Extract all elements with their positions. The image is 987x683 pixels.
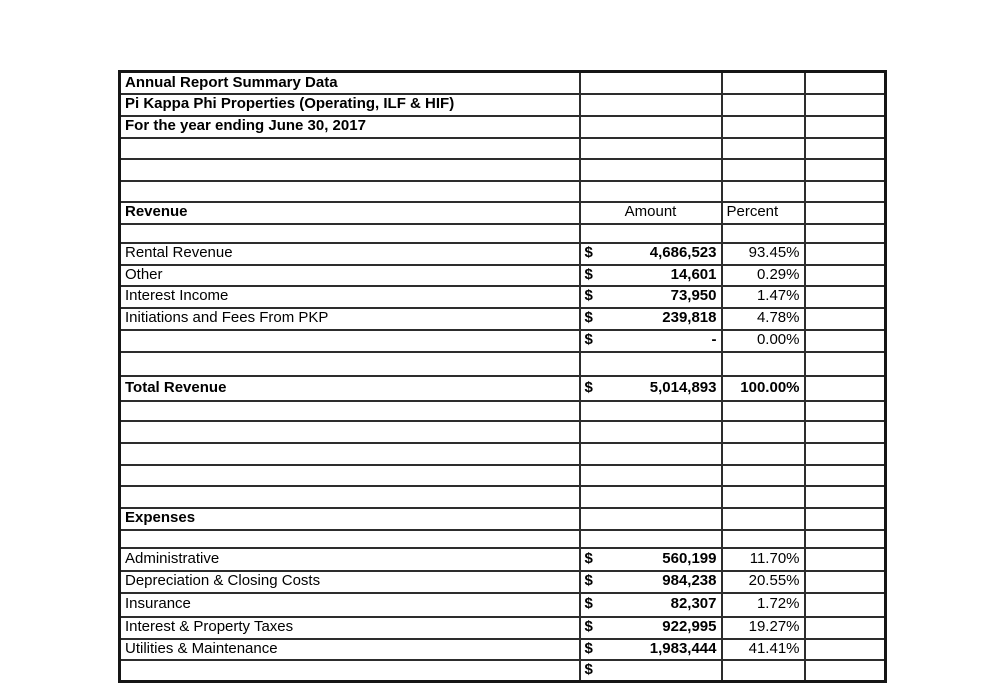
empty-cell — [580, 138, 722, 159]
table-row — [120, 94, 886, 116]
table-row — [120, 308, 886, 330]
amount-header-cell: Amount — [580, 202, 722, 224]
empty-cell — [722, 138, 805, 159]
empty-cell — [120, 530, 580, 548]
report-sheet — [118, 70, 890, 678]
amount-cell — [580, 571, 722, 593]
amount-cell — [580, 639, 722, 660]
empty-cell — [120, 352, 580, 376]
row-label-cell: Utilities & Maintenance — [120, 639, 580, 660]
row-label-cell: Initiations and Fees From PKP — [120, 308, 580, 330]
empty-cell — [580, 224, 722, 243]
table-row — [120, 530, 886, 548]
empty-cell — [722, 181, 805, 202]
empty-cell — [580, 94, 722, 116]
table-row — [120, 486, 886, 508]
empty-cell — [722, 159, 805, 181]
amount-value: 922,995 — [662, 618, 717, 636]
empty-cell — [580, 486, 722, 508]
empty-cell — [722, 486, 805, 508]
percent-value-cell: 4.78% — [722, 308, 805, 330]
empty-cell — [580, 465, 722, 486]
empty-cell — [805, 401, 886, 421]
empty-cell — [722, 352, 805, 376]
report-title-cell: For the year ending June 30, 2017 — [120, 116, 580, 138]
empty-cell — [580, 352, 722, 376]
percent-value-cell: 1.47% — [722, 286, 805, 308]
amount-value: 5,014,893 — [649, 378, 717, 396]
empty-cell — [805, 352, 886, 376]
currency-symbol: $ — [584, 549, 593, 567]
table-row — [120, 508, 886, 530]
percent-value-cell: 41.41% — [722, 639, 805, 660]
empty-cell — [805, 224, 886, 243]
empty-cell — [805, 530, 886, 548]
empty-cell — [805, 660, 886, 682]
currency-symbol: $ — [584, 287, 593, 305]
empty-cell — [805, 376, 886, 401]
percent-value-cell: 0.00% — [722, 330, 805, 352]
amount-value: 82,307 — [670, 595, 717, 613]
section-heading-cell: Expenses — [120, 508, 580, 530]
empty-cell — [120, 421, 580, 443]
empty-cell — [722, 224, 805, 243]
table-row — [120, 571, 886, 593]
row-label-cell: Total Revenue — [120, 376, 580, 401]
empty-cell — [120, 138, 580, 159]
empty-cell — [805, 181, 886, 202]
empty-cell — [805, 330, 886, 352]
amount-cell — [580, 617, 722, 639]
amount-cell — [580, 593, 722, 617]
table-row — [120, 265, 886, 286]
table-row — [120, 660, 886, 682]
empty-cell — [120, 660, 580, 682]
amount-cell — [580, 548, 722, 571]
table-row — [120, 401, 886, 421]
amount-cell — [580, 243, 722, 265]
row-label-cell: Depreciation & Closing Costs — [120, 571, 580, 593]
table-row — [120, 639, 886, 660]
empty-cell — [805, 639, 886, 660]
currency-symbol: $ — [580, 660, 722, 682]
currency-symbol: $ — [584, 639, 593, 657]
percent-value-cell: 1.72% — [722, 593, 805, 617]
empty-cell — [120, 401, 580, 421]
amount-value: 1,983,444 — [649, 639, 717, 657]
empty-cell — [805, 286, 886, 308]
currency-symbol: $ — [584, 309, 593, 327]
table-row — [120, 181, 886, 202]
currency-symbol: $ — [584, 572, 593, 590]
table-row — [120, 593, 886, 617]
percent-value-cell: 0.29% — [722, 265, 805, 286]
empty-cell — [805, 421, 886, 443]
row-label-cell: Interest Income — [120, 286, 580, 308]
report-title-cell: Annual Report Summary Data — [120, 72, 580, 94]
table-row — [120, 465, 886, 486]
empty-cell — [580, 181, 722, 202]
amount-value: 14,601 — [670, 265, 717, 283]
empty-cell — [805, 308, 886, 330]
amount-value: 984,238 — [662, 572, 717, 590]
table-row — [120, 352, 886, 376]
percent-value-cell: 11.70% — [722, 548, 805, 571]
empty-cell — [120, 486, 580, 508]
amount-value: - — [711, 331, 717, 349]
empty-cell — [805, 94, 886, 116]
currency-symbol: $ — [584, 244, 593, 262]
empty-cell — [805, 593, 886, 617]
empty-cell — [580, 421, 722, 443]
table-row — [120, 330, 886, 352]
row-label-cell: Other — [120, 265, 580, 286]
percent-value-cell: 20.55% — [722, 571, 805, 593]
empty-cell — [805, 465, 886, 486]
empty-cell — [722, 465, 805, 486]
row-label-cell — [120, 330, 580, 352]
table-row — [120, 116, 886, 138]
section-heading-cell: Revenue — [120, 202, 580, 224]
percent-header-cell: Percent — [722, 202, 805, 224]
table-row — [120, 159, 886, 181]
empty-cell — [722, 72, 805, 94]
annual-report-table — [118, 70, 887, 683]
currency-symbol: $ — [584, 595, 593, 613]
row-label-cell: Rental Revenue — [120, 243, 580, 265]
empty-cell — [120, 224, 580, 243]
empty-cell — [805, 159, 886, 181]
currency-symbol: $ — [584, 331, 593, 349]
table-row — [120, 421, 886, 443]
amount-cell — [580, 286, 722, 308]
empty-cell — [805, 571, 886, 593]
empty-cell — [805, 617, 886, 639]
empty-cell — [120, 443, 580, 465]
empty-cell — [805, 116, 886, 138]
table-row — [120, 224, 886, 243]
amount-cell — [580, 330, 722, 352]
empty-cell — [805, 265, 886, 286]
empty-cell — [805, 548, 886, 571]
empty-cell — [722, 508, 805, 530]
empty-cell — [722, 401, 805, 421]
table-row — [120, 72, 886, 94]
currency-symbol: $ — [584, 378, 593, 396]
currency-symbol: $ — [584, 618, 593, 636]
empty-cell — [722, 660, 805, 682]
table-row — [120, 376, 886, 401]
amount-cell — [580, 308, 722, 330]
percent-value-cell: 19.27% — [722, 617, 805, 639]
row-label-cell: Insurance — [120, 593, 580, 617]
empty-cell — [722, 421, 805, 443]
empty-cell — [722, 116, 805, 138]
amount-value: 239,818 — [662, 309, 717, 327]
table-row — [120, 443, 886, 465]
empty-cell — [580, 443, 722, 465]
table-row — [120, 243, 886, 265]
empty-cell — [580, 530, 722, 548]
empty-cell — [805, 443, 886, 465]
amount-value: 4,686,523 — [649, 244, 717, 262]
table-row — [120, 617, 886, 639]
empty-cell — [722, 530, 805, 548]
empty-cell — [805, 202, 886, 224]
empty-cell — [580, 508, 722, 530]
empty-cell — [805, 72, 886, 94]
empty-cell — [805, 243, 886, 265]
empty-cell — [580, 401, 722, 421]
empty-cell — [805, 138, 886, 159]
empty-cell — [722, 94, 805, 116]
empty-cell — [580, 159, 722, 181]
percent-value-cell: 93.45% — [722, 243, 805, 265]
amount-value: 560,199 — [662, 549, 717, 567]
empty-cell — [120, 181, 580, 202]
amount-value: 73,950 — [670, 287, 717, 305]
row-label-cell: Administrative — [120, 548, 580, 571]
amount-cell — [580, 265, 722, 286]
row-label-cell: Interest & Property Taxes — [120, 617, 580, 639]
empty-cell — [805, 486, 886, 508]
currency-symbol: $ — [584, 265, 593, 283]
empty-cell — [580, 72, 722, 94]
table-row — [120, 202, 886, 224]
table-row — [120, 138, 886, 159]
table-row — [120, 286, 886, 308]
table-row — [120, 548, 886, 571]
amount-cell — [580, 376, 722, 401]
empty-cell — [722, 443, 805, 465]
empty-cell — [120, 159, 580, 181]
empty-cell — [580, 116, 722, 138]
percent-value-cell: 100.00% — [722, 376, 805, 401]
empty-cell — [120, 465, 580, 486]
empty-cell — [805, 508, 886, 530]
report-title-cell: Pi Kappa Phi Properties (Operating, ILF & HIF) — [120, 94, 580, 116]
